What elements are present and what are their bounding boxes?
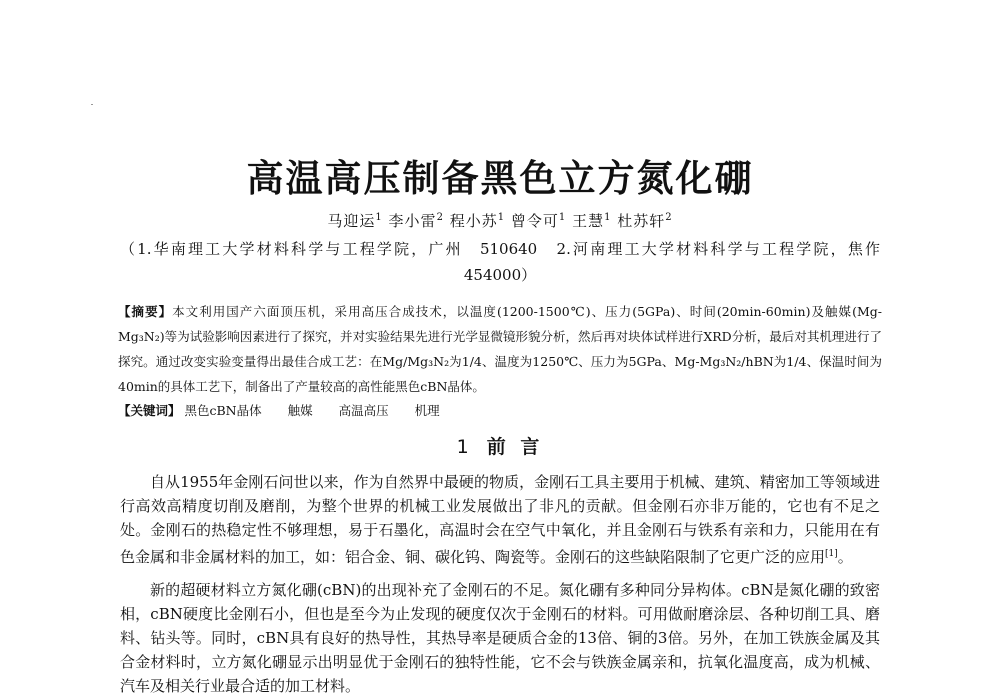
affiliation-line: 454000） — [463, 266, 537, 284]
abstract-text: 本文利用国产六面顶压机，采用高压合成技术，以温度(1200-1500℃)、压力(5GPa)、时间(20min-60min)及触媒(Mg-Mg₃N₂)等为试验影响因素进行了探究，并对实验结果先进行光学显微镜形貌分析，然后再对块体试样进行XRD分析，最后对其机理进行了探究。通过改变实验变量得出最佳合成工艺：在Mg/Mg₃N₂为1/4、温度为1250℃、压力为5GPa、Mg-Mg₃N₂/hBN为1/4、保温时间为40min的具体工艺下，制备出了产量较高的高性能黑色cBN晶体。 — [118, 304, 882, 394]
keywords — [118, 398, 882, 423]
section-heading — [0, 432, 1000, 459]
keyword: 黑色cBN晶体 — [184, 403, 262, 418]
author: 程小苏 — [449, 212, 498, 230]
author: 杜苏轩 — [617, 212, 666, 230]
author: 曾令可 — [510, 212, 559, 230]
body-paragraph-1 — [120, 470, 880, 569]
keyword: 触媒 — [287, 403, 313, 418]
paragraph-text: 新的超硬材料立方氮化硼(cBN)的出现补充了金刚石的不足。氮化硼有多种同分异构体。cBN是氮化硼的致密相，cBN硬度比金刚石小，但也是至今为止发现的硬度仅次于金刚石的材料。可用做耐磨涂层、各种切削工具、磨料、钻头等。同时，cBN具有良好的热导性，其热导率是硬质合金的13倍、铜的3倍。另外，在加工铁族金属及其合金材料时，立方氮化硼显示出明显优于金刚石的独特性能，它不会与铁族金属亲和，抗氧化温度高，成为机械、汽车及相关行业最合适的加工材料。 — [120, 581, 880, 695]
author-affiliation-mark: 1 — [604, 212, 612, 223]
author-affiliation-mark: 1 — [375, 212, 383, 223]
author: 李小雷 — [388, 212, 437, 230]
author: 马迎运 — [327, 212, 376, 230]
paper-title: 高温高压制备黑色立方氮化硼 — [246, 157, 754, 200]
keyword: 机理 — [414, 403, 440, 418]
author-affiliation-mark: 1 — [497, 212, 506, 223]
body-paragraph-2 — [120, 578, 880, 698]
citation-ref[interactable]: [1] — [825, 549, 838, 559]
author-affiliation-mark: 2 — [436, 212, 444, 223]
author-affiliation-mark: 2 — [665, 212, 673, 223]
scan-speck — [91, 104, 93, 105]
keywords-label: 【关键词】 — [118, 403, 181, 418]
section-title: 前 言 — [486, 436, 544, 458]
abstract — [118, 299, 882, 399]
keyword: 高温高压 — [338, 403, 389, 418]
paragraph-text: 自从1955年金刚石问世以来，作为自然界中最硬的物质，金刚石工具主要用于机械、建筑、精密加工等领域进行高效高精度切削及磨削，为整个世界的机械工业发展做出了非凡的贡献。但金刚石亦非万能的，它也有不足之处。金刚石的热稳定性不够理想，易于石墨化，高温时会在空气中氧化，并且金刚石与铁系有亲和力，只能用在有色金属和非金属材料的加工，如：铝合金、铜、碳化钨、陶瓷等。金刚石的这些缺陷限制了它更广泛的应用 — [120, 473, 880, 566]
author: 王慧 — [572, 212, 605, 230]
paragraph-text-end: 。 — [837, 548, 853, 566]
section-number: 1 — [456, 436, 473, 458]
abstract-label: 【摘要】 — [118, 304, 173, 319]
affiliations — [120, 236, 880, 288]
author-list — [0, 210, 1000, 231]
affiliation-line: （1.华南理工大学材料科学与工程学院，广州 510640 2.河南理工大学材料科学与工程学院，焦作 — [120, 240, 880, 258]
author-affiliation-mark: 1 — [558, 212, 567, 223]
